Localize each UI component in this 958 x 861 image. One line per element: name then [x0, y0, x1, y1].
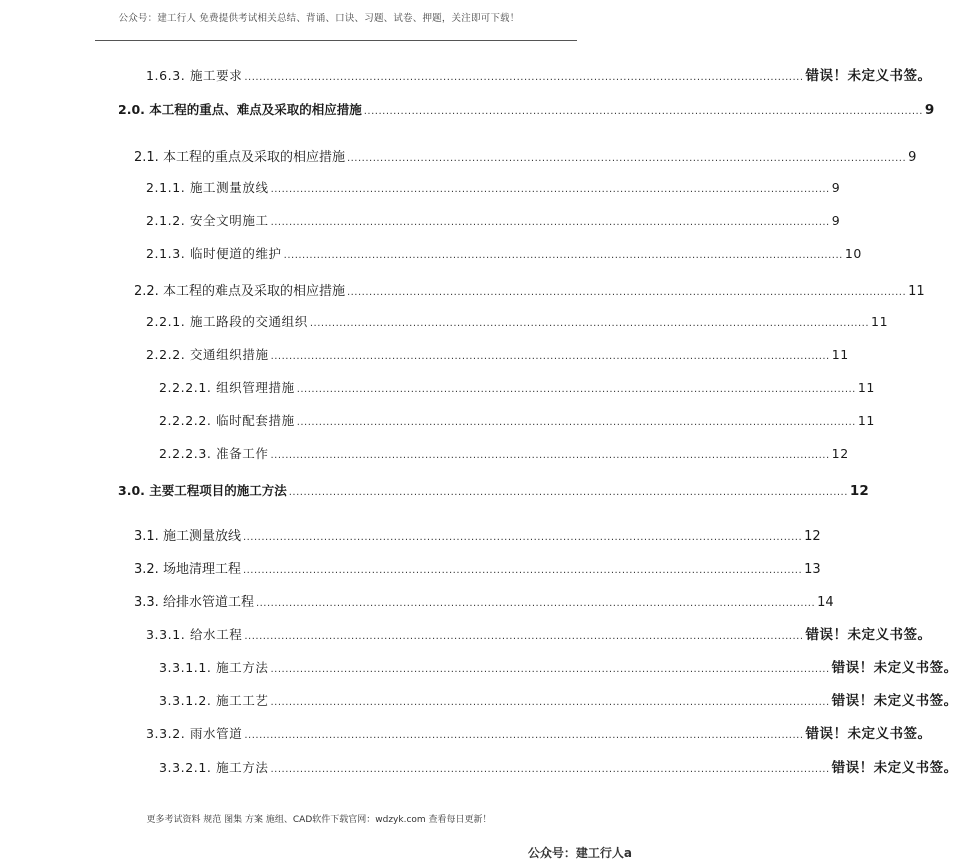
toc-leader-dots: ........................................................................................................................................................ — [244, 72, 804, 83]
toc-entry[interactable] — [134, 558, 821, 577]
toc-entry-label: 2.1. 本工程的重点及采取的相应措施 — [134, 150, 345, 165]
toc-entry-page: 9 — [831, 180, 841, 195]
toc-entry-page: 错误！未定义书签。 — [831, 693, 958, 709]
toc-entry-label: 2.2.2.3. 准备工作 — [159, 446, 269, 461]
toc-entry-label: 1.6.3. 施工要求 — [146, 68, 243, 83]
toc-entry[interactable] — [159, 689, 958, 709]
toc-leader-dots: ........................................................................................................................................................ — [270, 450, 830, 461]
toc-entry[interactable] — [134, 591, 834, 610]
toc-leader-dots: ........................................................................................................................................................ — [270, 697, 830, 708]
toc-entry-label: 2.2. 本工程的难点及采取的相应措施 — [134, 284, 345, 299]
toc-leader-dots: ........................................................................................................................................................ — [270, 764, 830, 775]
toc-entry[interactable] — [146, 244, 862, 262]
toc-entry-label: 2.1.2. 安全文明施工 — [146, 213, 269, 228]
toc-entry[interactable] — [146, 211, 841, 229]
toc-entry-label: 2.1.1. 施工测量放线 — [146, 180, 269, 195]
toc-entry-page: 错误！未定义书签。 — [831, 760, 958, 776]
toc-entry-label: 3.1. 施工测量放线 — [134, 529, 241, 544]
toc-entry[interactable] — [118, 481, 869, 499]
toc-entry[interactable] — [118, 100, 935, 118]
toc-leader-dots: ........................................................................................................................................................ — [346, 153, 907, 164]
toc-entry[interactable] — [134, 280, 925, 299]
toc-entry-label: 2.2.1. 施工路段的交通组织 — [146, 314, 308, 329]
toc-entry[interactable] — [134, 525, 821, 544]
toc-entry[interactable] — [159, 411, 875, 429]
toc-leader-dots: ........................................................................................................................................................ — [309, 318, 870, 329]
toc-entry[interactable] — [146, 178, 841, 196]
toc-leader-dots: ........................................................................................................................................................ — [242, 565, 803, 576]
toc-leader-dots: ........................................................................................................................................................ — [363, 106, 923, 117]
toc-entry[interactable] — [146, 64, 932, 84]
toc-leader-dots: ........................................................................................................................................................ — [242, 532, 803, 543]
watermark-label: 公众号：建工行人a — [527, 846, 632, 860]
toc-entry-page: 9 — [908, 150, 917, 165]
toc-entry-label: 2.2.2. 交通组织措施 — [146, 347, 269, 362]
header-divider — [95, 40, 577, 41]
toc-leader-dots: ........................................................................................................................................................ — [296, 417, 856, 428]
toc-entry-label: 2.2.2.1. 组织管理措施 — [159, 380, 295, 395]
toc-entry-page: 12 — [804, 529, 821, 544]
toc-entry-label: 3.0. 主要工程项目的施工方法 — [118, 483, 287, 498]
toc-entry-page: 11 — [831, 347, 849, 362]
toc-entry-page: 错误！未定义书签。 — [831, 660, 958, 676]
toc-entry-page: 13 — [804, 562, 821, 577]
toc-leader-dots: ........................................................................................................................................................ — [255, 598, 816, 609]
toc-leader-dots: ........................................................................................................................................................ — [270, 664, 830, 675]
toc-entry-label: 3.3.2.1. 施工方法 — [159, 760, 269, 775]
toc-leader-dots: ........................................................................................................................................................ — [270, 217, 830, 228]
toc-entry[interactable] — [134, 146, 917, 165]
toc-entry[interactable] — [159, 444, 849, 462]
toc-entry-page: 11 — [871, 314, 889, 329]
toc-entry[interactable] — [146, 345, 849, 363]
toc-entry[interactable] — [159, 378, 875, 396]
toc-entry[interactable] — [146, 623, 932, 643]
toc-entry-page: 错误！未定义书签。 — [805, 627, 932, 643]
toc-leader-dots: ........................................................................................................................................................ — [346, 287, 907, 298]
toc-leader-dots: ........................................................................................................................................................ — [244, 631, 804, 642]
toc-entry-label: 2.1.3. 临时便道的维护 — [146, 246, 282, 261]
toc-entry-label: 3.3. 给排水管道工程 — [134, 595, 254, 610]
toc-entry[interactable] — [146, 722, 932, 742]
toc-entry-page: 错误！未定义书签。 — [805, 68, 932, 84]
toc-entry-label: 3.3.1. 给水工程 — [146, 627, 243, 642]
toc-entry[interactable] — [159, 756, 958, 776]
toc-leader-dots: ........................................................................................................................................................ — [296, 384, 856, 395]
toc-entry-label: 3.3.2. 雨水管道 — [146, 726, 243, 741]
toc-entry-page: 14 — [817, 595, 834, 610]
toc-entry-label: 3.2. 场地清理工程 — [134, 562, 241, 577]
toc-entry-page: 11 — [857, 380, 875, 395]
toc-entry[interactable] — [146, 312, 889, 330]
toc-entry-label: 2.2.2.2. 临时配套措施 — [159, 413, 295, 428]
toc-entry-label: 3.3.1.1. 施工方法 — [159, 660, 269, 675]
toc-entry-page: 11 — [908, 284, 925, 299]
toc-leader-dots: ........................................................................................................................................................ — [270, 351, 830, 362]
toc-entry-page: 12 — [849, 483, 869, 499]
toc-entry-page: 9 — [831, 213, 841, 228]
toc-leader-dots: ........................................................................................................................................................ — [288, 487, 848, 498]
toc-entry-label: 2.0. 本工程的重点、难点及采取的相应措施 — [118, 102, 362, 117]
page-footer: 更多考试资料 规范 图集 方案 施组、CAD软件下载官网：wdzyk.com 查看每日更新！ — [146, 815, 492, 825]
toc-entry-page: 10 — [844, 246, 862, 261]
toc-entry-label: 3.3.1.2. 施工工艺 — [159, 693, 269, 708]
toc-leader-dots: ........................................................................................................................................................ — [244, 730, 804, 741]
toc-leader-dots: ........................................................................................................................................................ — [283, 250, 843, 261]
page-header: 公众号：建工行人 免费提供考试相关总结、背诵、口诀、习题、试卷、押题，关注即可下载！ — [118, 13, 520, 24]
toc-leader-dots: ........................................................................................................................................................ — [270, 184, 830, 195]
toc-entry-page: 错误！未定义书签。 — [805, 726, 932, 742]
toc-entry[interactable] — [159, 656, 958, 676]
toc-entry-page: 12 — [831, 446, 849, 461]
toc-entry-page: 11 — [857, 413, 875, 428]
toc-entry-page: 9 — [924, 102, 935, 118]
